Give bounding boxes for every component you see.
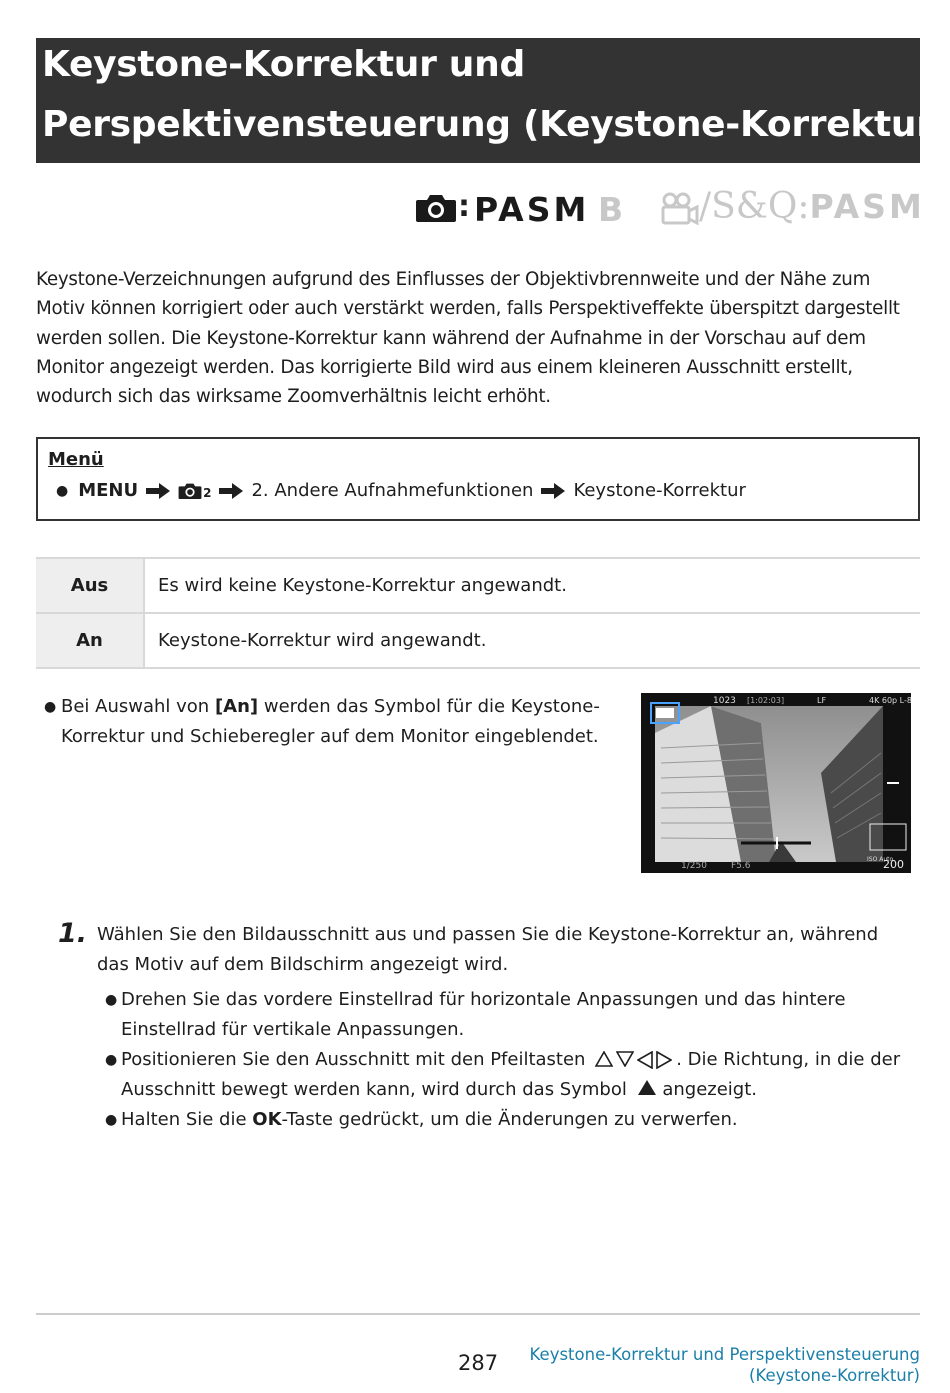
bullet-icon: ● — [56, 482, 69, 499]
list-item — [105, 1105, 910, 1135]
option-value: Keystone-Korrektur wird angewandt. — [144, 613, 920, 668]
bullet-icon: ● — [105, 1052, 118, 1068]
sub-item-text: Drehen Sie das vordere Einstellrad für horizontale Anpassungen und das hintere Einstellrad für vertikale Anpassungen. — [121, 989, 846, 1040]
menu-tab-index: 2 — [203, 485, 212, 500]
bullet-icon: ● — [44, 699, 57, 715]
option-value: Es wird keine Keystone-Korrektur angewandt. — [144, 558, 920, 613]
monitor-iso-value: 200 — [883, 858, 904, 871]
monitor-preview-image — [641, 693, 911, 873]
section-link-line-1[interactable]: Keystone-Korrektur und Perspektivensteuerung — [529, 1345, 920, 1364]
page-title-line-2: Perspektivensteuerung (Keystone-Korrektur) — [42, 104, 950, 145]
table-row — [36, 558, 920, 613]
arrow-up-outline-icon — [595, 1051, 613, 1067]
photo-modes-inactive: B — [598, 190, 627, 229]
option-key: Aus — [36, 558, 144, 613]
step-text: Wählen Sie den Bildausschnitt aus und passen Sie die Keystone-Korrektur an, während das Motiv auf dem Bildschirm angezeigt wird. — [97, 924, 879, 975]
section-link-line-2[interactable]: (Keystone-Korrektur) — [749, 1366, 920, 1385]
video-mode-prefix — [699, 186, 925, 227]
sub-item-text-cont: -Taste gedrückt, um die Änderungen zu verwerfen. — [281, 1109, 738, 1130]
monitor-time: [1:02:03] — [747, 696, 785, 705]
monitor-shots: 1023 — [713, 696, 736, 706]
note-text-before: Bei Auswahl von — [61, 696, 215, 717]
arrow-right-outline-icon — [656, 1051, 672, 1069]
menu-item: Keystone-Korrektur — [573, 480, 746, 501]
photo-mode-colon: : — [458, 189, 470, 224]
list-item — [105, 1045, 910, 1105]
monitor-preview-graphic — [641, 693, 911, 873]
footer-divider — [36, 1313, 920, 1315]
option-key: An — [36, 613, 144, 668]
page-title-line-1: Keystone-Korrektur und — [42, 44, 525, 85]
direction-triangle-icon — [637, 1079, 657, 1096]
bullet-icon: ● — [105, 992, 118, 1008]
arrow-left-outline-icon — [637, 1051, 653, 1069]
arrow-right-icon — [146, 483, 170, 499]
monitor-quality: LF — [817, 696, 827, 705]
monitor-iso-label: ISO Auto — [867, 856, 894, 863]
shooting-menu-2-icon — [178, 482, 211, 500]
sub-item-text: Positionieren Sie den Ausschnitt mit den Pfeiltasten — [121, 1049, 586, 1070]
menu-path-box — [36, 437, 920, 521]
photo-modes-active: PASM — [474, 190, 590, 229]
table-row — [36, 613, 920, 668]
sub-item-text-end: angezeigt. — [656, 1079, 757, 1100]
menu-heading: Menü — [48, 449, 104, 470]
intro-paragraph: Keystone-Verzeichnungen aufgrund des Einflusses der Objektivbrennweite und der Nähe zum Motiv können korrigiert oder auch verstärkt werden, falls Perspektiveffekte überspitzt dargestellt werden sollen. Die Keystone-Korrektur kann während der Aufnahme in der Vorschau auf dem Monitor angezeigt werden. Das korrigierte Bild wird aus einem kleineren Ausschnitt erstellt, wodurch sich das wirksame Zoomverhältnis leicht erhöht. — [36, 269, 900, 408]
arrow-right-icon — [541, 483, 565, 499]
camera-icon — [415, 193, 457, 227]
sub-item-text: Halten Sie die — [121, 1109, 253, 1130]
arrow-down-outline-icon — [616, 1051, 634, 1067]
mode-availability — [412, 186, 925, 232]
menu-start: MENU — [78, 480, 139, 501]
arrow-right-icon — [219, 483, 243, 499]
video-modes-inactive: PASM — [809, 187, 925, 226]
monitor-video-mode: 4K 60p L-8 — [869, 696, 911, 705]
bullet-icon: ● — [105, 1112, 118, 1128]
ok-button-label: OK — [252, 1109, 282, 1130]
monitor-aperture: F5.6 — [731, 861, 751, 871]
menu-submenu: 2. Andere Aufnahmefunktionen — [251, 480, 534, 501]
menu-path — [56, 480, 746, 501]
step-number: 1. — [58, 918, 88, 949]
monitor-shutter: 1/250 — [681, 861, 707, 871]
video-mode-label: /S&Q: — [699, 186, 810, 227]
arrow-keys-icons — [595, 1051, 672, 1069]
section-link[interactable] — [530, 1344, 920, 1386]
note-text-bold: [An] — [214, 696, 259, 717]
page-title-bar — [36, 38, 950, 163]
movie-camera-icon — [661, 192, 699, 230]
sub-item-text-cont: . Die Richtung, in die der Ausschnitt bewegt werden kann, wird durch das Symbol — [121, 1049, 901, 1100]
note-text — [61, 692, 604, 752]
options-table — [36, 557, 920, 669]
step-sub-list — [105, 985, 910, 1135]
list-item — [105, 985, 910, 1045]
note-text-after: werden das Symbol für die Keystone-Korrektur und Schieberegler auf dem Monitor eingeblendet. — [61, 696, 600, 747]
note-bullet — [44, 692, 604, 752]
page-number: 287 — [458, 1351, 499, 1375]
